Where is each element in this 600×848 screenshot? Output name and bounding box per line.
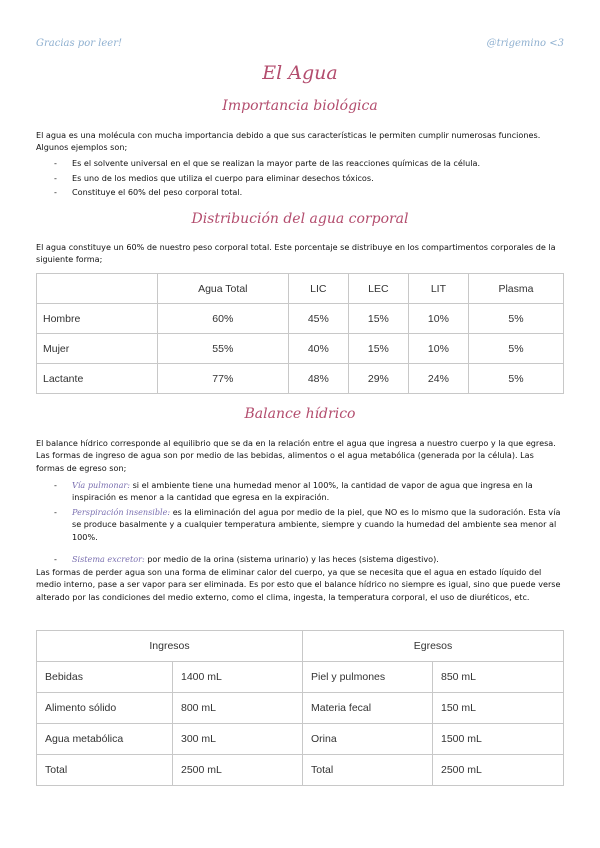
term-description: es la eliminación del agua por medio de la piel, que NO es lo mismo que la sudoración. Esta vía se produce basalmente y a cualquier temperatura ambiente, siempre y cuando la humedad del ambiente sea menor al 100%.	[72, 507, 561, 542]
table-row	[37, 334, 564, 364]
table-cell: Orina	[303, 724, 433, 755]
table-cell: Materia fecal	[303, 693, 433, 724]
list-item	[54, 186, 564, 198]
table-cell: 77%	[157, 364, 288, 394]
header-right-handle: @trigemino <3	[486, 38, 564, 49]
section3-outro: Las formas de perder agua son una forma de eliminar calor del cuerpo, ya que se necesita que el agua en estado líquido del medio interno, pase a ser vapor para ser eliminada. Es por esto que el balance hídrico no siempre es igual, sino que puede verse alterado por las condiciones del medio externo, como el clima, ingesta, la temperatura corporal, el uso de diuréticos, etc.	[36, 567, 561, 602]
bullet-dash: -	[54, 158, 57, 168]
header-left-note: Gracias por leer!	[36, 38, 123, 49]
section-heading-balance: Balance hídrico	[244, 406, 356, 422]
section-heading-importancia: Importancia biológica	[222, 98, 378, 114]
table-header-row	[37, 631, 564, 662]
table-cell: 5%	[468, 304, 563, 334]
list-item-text	[72, 479, 564, 504]
section3-intro: El balance hídrico corresponde al equilibrio que se da en la relación entre el agua que ingresa a nuestro cuerpo y la que egresa. Las formas de ingreso de agua son por medio de las bebidas, alimentos o el agua metabólica (generada por la célula). Las formas de egreso son;	[36, 438, 556, 473]
table-cell: 5%	[468, 364, 563, 394]
table-cell: Total	[37, 755, 173, 786]
term-label: Vía pulmonar:	[72, 480, 130, 490]
table-cell: 45%	[288, 304, 348, 334]
section2-intro: El agua constituye un 60% de nuestro peso corporal total. Este porcentaje se distribuye en los compartimentos corporales de la siguiente forma;	[36, 242, 556, 265]
table-row	[37, 364, 564, 394]
table-cell: 10%	[408, 304, 468, 334]
term-label: Sistema excretor:	[72, 554, 145, 564]
table-header-cell: Egresos	[303, 631, 564, 662]
table-cell: 850 mL	[433, 662, 564, 693]
table-cell: 2500 mL	[433, 755, 564, 786]
list-item	[54, 157, 564, 169]
table-header-cell: LIT	[408, 274, 468, 304]
table-cell: 60%	[157, 304, 288, 334]
table-cell: 10%	[408, 334, 468, 364]
table-cell: 150 mL	[433, 693, 564, 724]
distribution-table	[36, 273, 564, 394]
table-row	[37, 304, 564, 334]
table-header-cell: Agua Total	[157, 274, 288, 304]
table-cell: 15%	[348, 304, 408, 334]
section1-intro: El agua es una molécula con mucha importancia debido a que sus características le permiten cumplir numerosas funciones. Algunos ejemplos son;	[36, 130, 541, 153]
bullet-dash: -	[54, 554, 57, 564]
list-item-text	[72, 506, 564, 543]
bullet-dash: -	[54, 173, 57, 183]
table-cell: Total	[303, 755, 433, 786]
table-row	[37, 662, 564, 693]
table-row	[37, 755, 564, 786]
table-header-row	[37, 274, 564, 304]
list-item-text: Es el solvente universal en el que se realizan la mayor parte de las reacciones químicas de la célula.	[72, 158, 481, 168]
list-item-text: Constituye el 60% del peso corporal total.	[72, 187, 243, 197]
table-header-cell: Ingresos	[37, 631, 303, 662]
bullet-dash: -	[54, 187, 57, 197]
list-item-text: Es uno de los medios que utiliza el cuerpo para eliminar desechos tóxicos.	[72, 173, 374, 183]
table-cell: 2500 mL	[173, 755, 303, 786]
page-title: El Agua	[262, 62, 338, 84]
table-cell: 24%	[408, 364, 468, 394]
table-cell: Alimento sólido	[37, 693, 173, 724]
list-item	[54, 553, 564, 565]
table-cell: 29%	[348, 364, 408, 394]
table-cell: 5%	[468, 334, 563, 364]
table-header-cell: LEC	[348, 274, 408, 304]
list-item	[54, 172, 564, 184]
water-balance-table	[36, 630, 564, 786]
table-cell: 48%	[288, 364, 348, 394]
table-cell: 55%	[157, 334, 288, 364]
list-item-text	[72, 553, 564, 565]
bullet-dash: -	[54, 507, 57, 517]
table-cell: 40%	[288, 334, 348, 364]
table-cell: Agua metabólica	[37, 724, 173, 755]
table-cell	[37, 274, 158, 304]
table-row-label: Mujer	[37, 334, 158, 364]
table-cell: Bebidas	[37, 662, 173, 693]
list-item	[54, 479, 564, 504]
table-cell: 800 mL	[173, 693, 303, 724]
table-cell: 15%	[348, 334, 408, 364]
term-description: si el ambiente tiene una humedad menor al 100%, la cantidad de vapor de agua que ingresa en la inspiración es menor a la cantidad que egresa en la expiración.	[72, 480, 533, 503]
table-row	[37, 724, 564, 755]
table-cell: 300 mL	[173, 724, 303, 755]
section-heading-distribucion: Distribución del agua corporal	[191, 211, 409, 227]
table-row-label: Hombre	[37, 304, 158, 334]
table-header-cell: Plasma	[468, 274, 563, 304]
bullet-dash: -	[54, 480, 57, 490]
table-cell: 1400 mL	[173, 662, 303, 693]
table-row	[37, 693, 564, 724]
table-cell: Piel y pulmones	[303, 662, 433, 693]
table-cell: 1500 mL	[433, 724, 564, 755]
term-label: Perspiración insensible:	[72, 507, 171, 517]
list-item	[54, 506, 564, 543]
table-header-cell: LIC	[288, 274, 348, 304]
table-row-label: Lactante	[37, 364, 158, 394]
term-description: por medio de la orina (sistema urinario) y las heces (sistema digestivo).	[144, 554, 439, 564]
